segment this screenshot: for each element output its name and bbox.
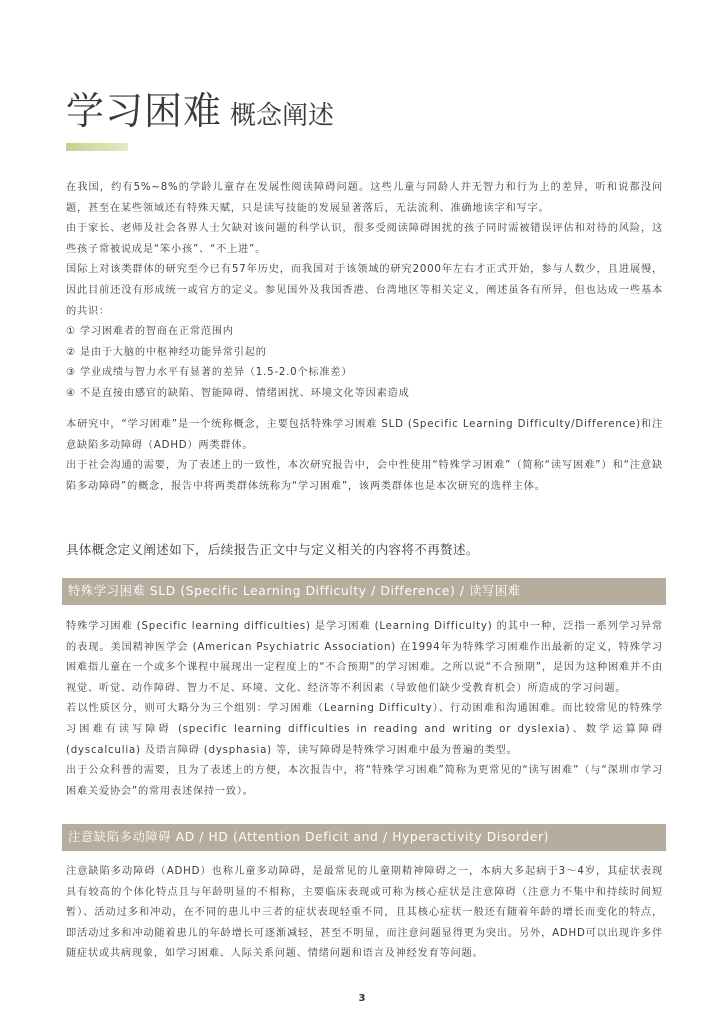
consensus-item: ④ 不是直接由感官的缺陷、智能障碍、情绪困扰、环境文化等因素造成 [66, 387, 410, 399]
title-accent-bar [66, 143, 128, 151]
sld-paragraph: 若以性质区分，则可大略分为三个组别：学习困难（Learning Difficulty）、行动困难和沟通困难。而比较常见的特殊学习困难有读写障碍 (specific learning difficulties in reading and writing or dyslexia)、数学运算障碍 (dyscalculia) 及语言障碍 (dysphasia) 等，读写障碍是特殊学习困难中最为普遍的类型。 [66, 703, 663, 756]
intro-section [66, 178, 663, 405]
intro-paragraph: 在我国，约有5%~8%的学龄儿童存在发展性阅读障碍问题。这些儿童与同龄人并无智力和行为上的差异，听和说都没问题，甚至在某些领域还有特殊天赋，只是读写技能的发展显著落后，无法流利、准确地读字和写字。 [66, 182, 663, 214]
sld-section [66, 617, 663, 802]
intro-paragraph: 国际上对该类群体的研究至今已有57年历史，而我国对于该领域的研究2000年左右才正式开始，参与人数少，且进展慢，因此目前还没有形成统一或官方的定义。参见国外及我国香港、台湾地区等相关定义，阐述虽各有所异，但也达成一些基本的共识： [66, 264, 663, 317]
title-subtitle: 概念阐述 [230, 101, 335, 131]
title-main: 学习困难 [66, 89, 223, 133]
section-heading-sld: 特殊学习困难 SLD (Specific Learning Difficulty / Difference) / 读写困难 [62, 578, 666, 605]
scope-paragraph: 出于社会沟通的需要，为了表述上的一致性，本次研究报告中，会中性使用“特殊学习困难”（简称“读写困难”）和“注意缺陷多动障碍”的概念，报告中将两类群体统称为“学习困难”，该两类群体也是本次研究的选样主体。 [66, 460, 663, 492]
page-title [66, 80, 334, 135]
adhd-paragraph: 注意缺陷多动障碍（ADHD）也称儿童多动障碍，是最常见的儿童期精神障碍之一，本病大多起病于3～4岁，其症状表现具有较高的个体化特点且与年龄明显的不相称，主要临床表现或可称为核心症状是注意障碍（注意力不集中和持续时间短暂）、活动过多和冲动，在不同的患儿中三者的症状表现轻重不同，且其核心症状一般还有随着年龄的增长而变化的特点，即活动过多和冲动随着患儿的年龄增长可逐渐减轻，甚至不明显，而注意问题显得更为突出。另外，ADHD可以出现许多伴随症状或共病现象，如学习困难、人际关系问题、情绪问题和语言及神经发育等问题。 [66, 866, 663, 960]
scope-paragraph: 本研究中，“学习困难”是一个统称概念，主要包括特殊学习困难 SLD (Specific Learning Difficulty/Difference)和注意缺陷多动障碍（ADHD）两类群体。 [66, 419, 663, 451]
section-heading-adhd: 注意缺陷多动障碍 AD / HD (Attention Deficit and / Hyperactivity Disorder) [62, 824, 666, 851]
sld-paragraph: 特殊学习困难 (Specific learning difficulties) 是学习困难 (Learning Difficulty) 的其中一种，泛指一系列学习异常的表现。美国精神医学会 (American Psychiatric Association) 在1994年为特殊学习困难作出最新的定义，特殊学习困难指儿童在一个或多个课程中展现出一定程度上的“不合预期”的学习困难。之所以说“不合预期”，是因为这种困难并不由视觉、听觉、动作障碍、智力不足、环境、文化、经济等不利因素（导致他们缺少受教育机会）所造成的学习问题。 [66, 621, 663, 694]
intro-paragraph: 由于家长、老师及社会各界人士欠缺对该问题的科学认识，很多受阅读障碍困扰的孩子同时需被错误评估和对待的风险，这些孩子常被说成是“笨小孩”、“不上进”。 [66, 223, 663, 255]
consensus-item: ① 学习困难者的智商在正常范围内 [66, 326, 234, 338]
consensus-item: ② 是由于大脑的中枢神经功能异常引起的 [66, 346, 267, 358]
sld-paragraph: 出于公众科普的需要，且为了表述上的方便，本次报告中，将“特殊学习困难”简称为更常见的“读写困难”（与“深圳市学习困难关爱协会”的常用表述保持一致）。 [66, 765, 663, 797]
lead-sentence: 具体概念定义阐述如下，后续报告正文中与定义相关的内容将不再赘述。 [66, 542, 479, 557]
page-number: 3 [358, 993, 366, 1004]
consensus-item: ③ 学业成绩与智力水平有显著的差异（1.5-2.0个标准差） [66, 367, 353, 379]
study-scope-section [66, 415, 663, 497]
adhd-section [66, 862, 663, 965]
